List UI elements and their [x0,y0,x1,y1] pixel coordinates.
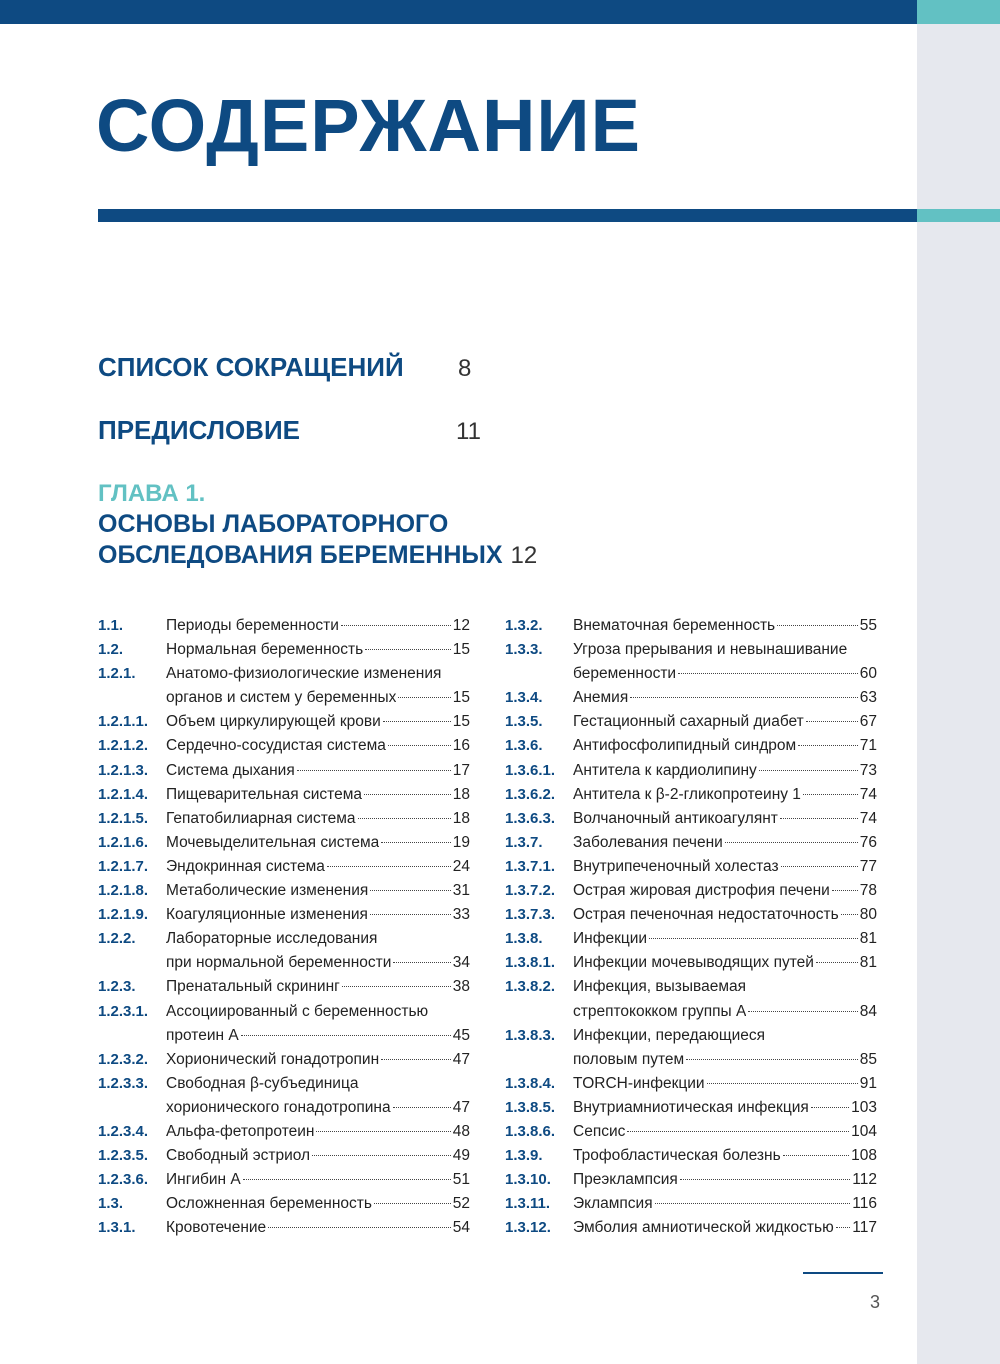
toc-entry-page: 112 [852,1171,877,1189]
toc-entry-title: Мочевыделительная система [166,833,380,851]
toc-entry[interactable] [98,1072,470,1120]
toc-entry-number: 1.3.7.2. [505,882,556,900]
toc-entry[interactable] [505,807,877,831]
toc-entry-title: Волчаночный антикоагулянт [573,809,778,827]
toc-entry-number: 1.3.8.4. [505,1074,556,1092]
toc-dot-leader [748,1011,857,1012]
toc-dot-leader [297,770,451,771]
toc-entry[interactable] [98,1192,470,1216]
toc-entry-line [166,1024,470,1048]
toc-entry[interactable] [98,1048,470,1072]
toc-entry[interactable] [505,1096,877,1120]
toc-entry[interactable] [98,783,470,807]
toc-entry-title: Внематочная беременность [573,617,776,634]
toc-entry-line [573,951,877,975]
toc-entry-number: 1.2.3. [98,978,136,996]
toc-entry-title: Антитела к кардиолипину [573,761,757,779]
toc-entry-title: Объем циркулирующей крови [166,713,381,731]
toc-entry-title: Метаболические изменения [166,882,369,900]
chapter-title-text: ОБСЛЕДОВАНИЯ БЕРЕМЕННЫХ [98,541,503,569]
toc-dot-leader [370,914,451,915]
toc-entry[interactable] [505,855,877,879]
toc-entry-page: 18 [452,809,470,827]
toc-entry-line [573,710,877,734]
toc-entry-line [573,734,877,758]
toc-dot-leader [388,745,451,746]
toc-entry[interactable] [505,638,877,686]
toc-entry-number: 1.2.1.1. [98,713,149,731]
toc-dot-leader [393,1107,451,1108]
toc-entry[interactable] [98,879,470,903]
toc-entry-title: Острая жировая дистрофия печени [573,882,830,900]
toc-entry[interactable] [98,614,470,638]
toc-entry-page: 54 [452,1219,470,1237]
toc-entry-title: Внутрипеченочный холестаз [573,857,779,875]
toc-entry-title: Ингибин А [166,1171,241,1189]
toc-entry-title: хорионического гонадотропина [166,1098,391,1116]
toc-entry-number: 1.2.3.3. [98,1074,149,1092]
toc-entry[interactable] [98,759,470,783]
toc-entry-number: 1.2.3.1. [98,1002,149,1020]
toc-entry-number: 1.3.11. [505,1195,551,1213]
toc-entry-line [573,1216,877,1240]
toc-dot-leader [759,770,858,771]
toc-entry-title: Антитела к β-2-гликопротеину 1 [573,785,801,803]
toc-dot-leader [841,914,858,915]
toc-entry-line [573,831,877,855]
chapter-page: 12 [510,542,538,569]
toc-entry-line [573,1120,877,1144]
toc-entry-title: Пренатальный скрининг [166,978,340,996]
toc-dot-leader [358,818,451,819]
toc-dot-leader [342,986,451,987]
toc-entry-title: половым путем [573,1050,685,1068]
toc-entry[interactable] [505,1024,877,1072]
toc-entry[interactable] [505,1168,877,1192]
toc-entry-page: 104 [851,1122,877,1140]
toc-entry-page: 67 [859,713,877,731]
toc-entry-page: 38 [452,978,470,996]
toc-entry-title: Заболевания печени [573,833,723,851]
toc-dot-leader [381,842,450,843]
toc-entry-line [573,1072,877,1096]
toc-entry-line [166,879,470,903]
toc-entry-page: 117 [852,1219,877,1237]
toc-entry-page: 103 [851,1098,877,1116]
toc-entry-line [573,662,877,686]
toc-entry-title: Трофобластическая болезнь [573,1147,781,1165]
toc-entry-page: 49 [452,1147,470,1165]
toc-entry-line [166,1096,470,1120]
toc-entry-title: протеин А [166,1026,239,1044]
toc-dot-leader [364,794,451,795]
toc-dot-leader [816,962,858,963]
toc-entry[interactable] [505,1216,877,1240]
toc-entry-number: 1.3.7.3. [505,906,556,924]
toc-entry-title: Острая печеночная недостаточность [573,906,839,924]
toc-entry-number: 1.2.3.6. [98,1171,149,1189]
toc-entry[interactable] [98,927,470,975]
toc-entry-page: 31 [452,882,470,900]
section-title: ПРЕДИСЛОВИЕ [98,415,300,445]
toc-entry-line [166,638,470,662]
toc-entry-number: 1.2.1. [98,665,136,683]
toc-entry[interactable] [98,662,470,710]
toc-entry-title: Сепсис [573,1122,626,1140]
section-title: СПИСОК СОКРАЩЕНИЙ [98,352,404,382]
toc-dot-leader [678,673,858,674]
toc-dot-leader [832,890,858,891]
toc-entry[interactable] [505,759,877,783]
toc-entry-title-line1: Анатомо-физиологические изменения [166,665,442,683]
toc-entry-line [573,903,877,927]
top-bar [0,0,917,24]
toc-entry-title: Инфекции мочевыводящих путей [573,954,814,972]
toc-entry-number: 1.3.8.1. [505,954,556,972]
toc-entry-title-line1: Инфекция, вызываемая [573,978,746,996]
toc-entry[interactable] [505,1192,877,1216]
toc-dot-leader [806,721,858,722]
toc-entry[interactable] [98,710,470,734]
toc-entry[interactable] [98,1168,470,1192]
toc-entry-number: 1.2.1.8. [98,882,149,900]
toc-entry-title: Внутриамниотическая инфекция [573,1098,809,1116]
toc-dot-leader [383,721,451,722]
toc-entry-page: 15 [452,713,470,731]
toc-entry[interactable] [505,710,877,734]
toc-dot-leader [781,866,858,867]
toc-entry-line [573,1144,877,1168]
toc-dot-leader [268,1227,451,1228]
toc-entry-title: Сердечно-сосудистая система [166,737,386,755]
toc-entry-page: 108 [851,1147,877,1165]
toc-entry[interactable] [98,855,470,879]
toc-entry-title: TORCH-инфекции [573,1074,705,1092]
toc-entry-number: 1.3.6.1. [505,761,556,779]
chapter-title-line[interactable]: ОСНОВЫ ЛАБОРАТОРНОГО [98,510,449,538]
toc-entry-line [166,1168,470,1192]
toc-entry[interactable] [505,903,877,927]
toc-entry-page: 16 [452,737,470,755]
toc-entry-page: 48 [452,1122,470,1140]
toc-entry-line [166,686,470,710]
toc-entry-line [573,759,877,783]
toc-dot-leader [811,1107,849,1108]
toc-entry-number: 1.3.9. [505,1147,543,1165]
toc-entry[interactable] [505,783,877,807]
page-number: 3 [870,1292,881,1312]
top-bar-accent [917,0,1000,24]
toc-entry-page: 63 [859,689,877,707]
toc-entry-line [166,975,470,999]
toc-entry[interactable] [505,1120,877,1144]
toc-dot-leader [649,938,858,939]
toc-entry-line [573,1096,877,1120]
section-page: 11 [456,418,481,445]
toc-entry-page: 76 [859,833,877,851]
toc-dot-leader [680,1179,851,1180]
toc-entry[interactable] [98,1000,470,1048]
toc-entry-number: 1.1. [98,617,124,634]
toc-entry[interactable] [505,1072,877,1096]
toc-entry-line [573,855,877,879]
toc-entry-title: Эндокринная система [166,857,325,875]
toc-entry-title: Гепатобилиарная система [166,809,356,827]
toc-entry-number: 1.2.1.5. [98,809,149,827]
chapter-number: ГЛАВА 1. [98,480,206,507]
toc-entry[interactable] [98,1144,470,1168]
toc-entry-page: 80 [859,906,877,924]
toc-entry-page: 91 [859,1074,877,1092]
toc-entry[interactable] [505,831,877,855]
toc-entry-page: 60 [859,665,877,683]
toc-dot-leader [312,1155,451,1156]
toc-entry-line [166,759,470,783]
toc-entry-title: Эклампсия [573,1195,653,1213]
toc-entry-line [573,783,877,807]
toc-entry-page: 19 [452,833,470,851]
toc-entry-number: 1.2.3.5. [98,1147,149,1165]
toc-entry-page: 73 [859,761,877,779]
toc-entry-title: Анемия [573,689,629,707]
toc-dot-leader [798,745,858,746]
toc-entry[interactable] [98,831,470,855]
chapter-title-line[interactable] [98,541,537,570]
toc-entry[interactable] [505,951,877,975]
toc-entry-title: Пищеварительная система [166,785,362,803]
toc-entry[interactable] [98,1120,470,1144]
toc-entry-line [166,783,470,807]
toc-entry-title: Преэклампсия [573,1171,678,1189]
toc-entry-title: Нормальная беременность [166,641,364,659]
toc-dot-leader [241,1035,451,1036]
toc-entry-title-line1: Инфекции, передающиеся [573,1026,766,1044]
toc-entry-number: 1.3.5. [505,713,543,731]
toc-dot-leader [316,1131,450,1132]
toc-dot-leader [655,1203,851,1204]
toc-entry-page: 81 [859,954,877,972]
toc-entry-page: 24 [452,857,470,875]
toc-dot-leader [341,625,451,626]
toc-entry-title: Антифосфолипидный синдром [573,737,797,755]
toc-entry[interactable] [98,734,470,758]
toc-entry-number: 1.3.10. [505,1171,551,1189]
toc-entry-number: 1.2.1.2. [98,737,149,755]
toc-entry-title: Осложненная беременность [166,1195,372,1213]
toc-entry-number: 1.2. [98,641,124,659]
toc-entry-line [166,1216,470,1240]
toc-entry-title: Хорионический гонадотропин [166,1050,380,1068]
toc-entry[interactable] [98,807,470,831]
toc-entry-number: 1.3.6. [505,737,543,755]
toc-entry-page: 78 [859,882,877,900]
toc-entry-line [166,951,470,975]
footer-divider [803,1272,883,1274]
toc-entry-line [166,1144,470,1168]
toc-entry-number: 1.3.8.5. [505,1098,556,1116]
toc-dot-leader [725,842,858,843]
toc-entry-line [573,686,877,710]
toc-entry-line [166,1120,470,1144]
toc-dot-leader [393,962,450,963]
toc-entry[interactable] [505,1144,877,1168]
section-preface[interactable] [98,415,300,446]
toc-entry-title: стрептококком группы А [573,1002,747,1020]
toc-entry-line [166,614,470,638]
toc-entry-title: Система дыхания [166,761,295,779]
toc-entry-line [573,1192,877,1216]
toc-entry-title: Гестационный сахарный диабет [573,713,804,731]
toc-dot-leader [780,818,858,819]
toc-dot-leader [370,890,451,891]
toc-entry-number: 1.3. [98,1195,124,1213]
toc-entry-number: 1.3.6.2. [505,785,556,803]
toc-entry-line [573,879,877,903]
toc-dot-leader [398,697,450,698]
toc-entry-page: 47 [452,1050,470,1068]
toc-entry[interactable] [505,975,877,1023]
title-divider [98,209,917,222]
toc-entry-line [166,903,470,927]
toc-dot-leader [803,794,858,795]
toc-entry-page: 18 [452,785,470,803]
toc-dot-leader [630,697,858,698]
toc-entry-number: 1.3.2. [505,617,543,634]
toc-entry-line [166,807,470,831]
toc-dot-leader [777,625,858,626]
toc-entry-line [573,1168,877,1192]
toc-entry-title: Эмболия амниотической жидкостью [573,1219,834,1237]
toc-entry-number: 1.3.7. [505,833,543,851]
toc-entry-number: 1.3.8.6. [505,1122,556,1140]
toc-dot-leader [627,1131,849,1132]
toc-entry[interactable] [98,638,470,662]
toc-entry-number: 1.2.3.2. [98,1050,149,1068]
toc-entry-page: 34 [452,954,470,972]
toc-entry-number: 1.3.12. [505,1219,551,1237]
toc-entry-page: 51 [452,1171,470,1189]
toc-entry[interactable] [98,903,470,927]
toc-column-left [98,614,470,1240]
title-divider-accent [917,209,1000,222]
sidebar-panel [917,0,1000,1364]
toc-entry-number: 1.2.1.4. [98,785,149,803]
toc-entry-title: Коагуляционные изменения [166,906,368,924]
toc-entry-number: 1.2.1.9. [98,906,149,924]
toc-entry-number: 1.3.4. [505,689,543,707]
toc-entry-line [166,831,470,855]
toc-entry-title-line1: Лабораторные исследования [166,930,378,948]
toc-entry-number: 1.3.8.3. [505,1026,556,1044]
toc-entry[interactable] [505,879,877,903]
toc-entry-page: 15 [452,689,470,707]
toc-entry-page: 17 [452,761,470,779]
toc-entry-line [166,855,470,879]
toc-entry-page: 77 [859,857,877,875]
toc-entry[interactable] [505,686,877,710]
toc-entry-number: 1.3.6.3. [505,809,556,827]
toc-entry-line [166,734,470,758]
toc-column-right [505,614,877,1240]
toc-entry-line [166,710,470,734]
toc-entry-number: 1.3.8. [505,930,543,948]
toc-dot-leader [783,1155,849,1156]
toc-entry-line [573,1000,877,1024]
toc-entry-number: 1.3.8.2. [505,978,556,996]
toc-entry-number: 1.2.2. [98,930,136,948]
toc-entry-page: 33 [452,906,470,924]
toc-entry-page: 74 [859,809,877,827]
toc-dot-leader [327,866,451,867]
toc-entry-page: 81 [859,930,877,948]
toc-entry[interactable] [505,614,877,638]
toc-entry-page: 116 [852,1195,877,1213]
page-title: СОДЕРЖАНИЕ [96,84,641,167]
toc-entry-title-line1: Ассоциированный с беременностью [166,1002,429,1020]
toc-entry[interactable] [505,734,877,758]
toc-entry-number: 1.2.1.6. [98,833,149,851]
toc-entry-title: Альфа-фетопротеин [166,1122,315,1140]
toc-entry-number: 1.3.1. [98,1219,136,1237]
toc-entry-title: Инфекции [573,930,648,948]
section-page: 8 [458,355,472,382]
toc-entry-number: 1.3.3. [505,641,543,659]
toc-entry-page: 74 [859,785,877,803]
toc-entry-title: органов и систем у беременных [166,689,397,707]
toc-dot-leader [243,1179,451,1180]
toc-entry-line [166,1192,470,1216]
toc-entry-page: 47 [452,1098,470,1116]
toc-entry-number: 1.3.7.1. [505,857,556,875]
toc-entry[interactable] [98,975,470,999]
toc-entry[interactable] [98,1216,470,1240]
toc-entry-title: Периоды беременности [166,617,339,634]
toc-entry-page: 12 [452,617,470,634]
toc-entry-title: беременности [573,665,677,683]
toc-entry-page: 85 [859,1050,877,1068]
toc-entry-line [573,614,877,638]
toc-entry-line [573,1048,877,1072]
toc-dot-leader [836,1227,851,1228]
toc-entry-number: 1.2.1.7. [98,857,149,875]
toc-entry-title: Свободный эстриол [166,1147,311,1165]
toc-dot-leader [707,1083,858,1084]
toc-entry-page: 15 [452,641,470,659]
toc-entry-line [573,927,877,951]
toc-dot-leader [365,649,451,650]
toc-dot-leader [381,1059,451,1060]
toc-entry-line [573,807,877,831]
toc-entry[interactable] [505,927,877,951]
toc-entry-title: Кровотечение [166,1219,267,1237]
toc-entry-page: 45 [452,1026,470,1044]
toc-entry-page: 84 [859,1002,877,1020]
toc-entry-page: 71 [859,737,877,755]
toc-entry-line [166,1048,470,1072]
toc-entry-page: 52 [452,1195,470,1213]
section-abbreviations[interactable] [98,352,404,383]
toc-entry-title: при нормальной беременности [166,954,392,972]
toc-entry-page: 55 [859,617,877,634]
toc-dot-leader [686,1059,858,1060]
toc-entry-title-line1: Угроза прерывания и невынашивание [573,641,848,659]
toc-entry-number: 1.2.1.3. [98,761,149,779]
toc-entry-number: 1.2.3.4. [98,1122,149,1140]
toc-dot-leader [374,1203,451,1204]
toc-entry-title-line1: Свободная β-субъединица [166,1074,359,1092]
